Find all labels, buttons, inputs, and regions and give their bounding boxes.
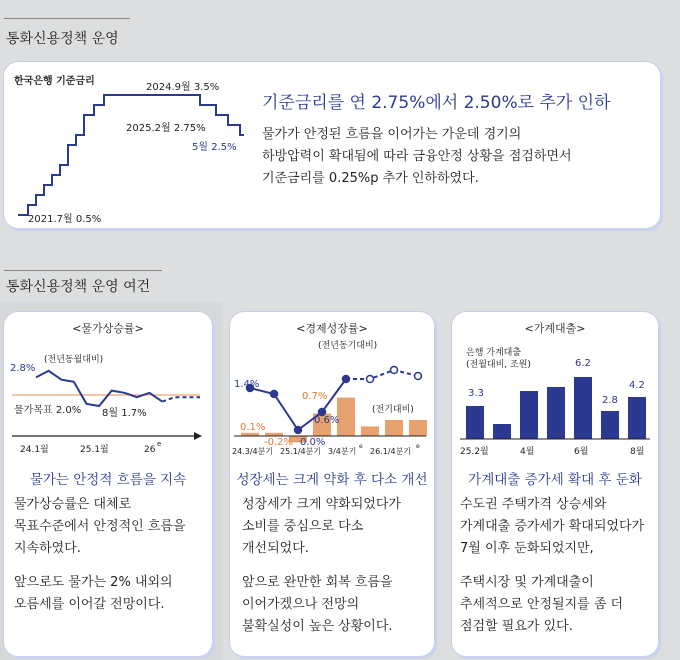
inflation-last-label: 8월 1.7%: [102, 408, 147, 419]
household-bar: [628, 397, 646, 439]
growth-v1: 1.4%: [234, 379, 260, 390]
growth-card: [230, 312, 434, 656]
inflation-body-line: 지속하였다.: [14, 541, 81, 556]
policy-body-line: 기준금리를 0.25%p 추가 인하하였다.: [262, 171, 479, 186]
household-sub2: (전월대비, 조원): [466, 360, 531, 370]
household-bar: [601, 411, 619, 439]
inflation-body-line: 목표수준에서 안정적인 흐름을: [14, 519, 186, 534]
inflation-body-line: 물가상승률은 대체로: [14, 497, 132, 512]
growth-body-line: 소비를 중심으로 다소: [242, 519, 364, 534]
inflation-body-line: 오름세를 이어갈 전망이다.: [14, 597, 165, 612]
inflation-chart: [4, 312, 212, 462]
growth-qoq-label: (전기대비): [372, 405, 414, 415]
label-cut1: 2025.2월 2.75%: [126, 123, 206, 134]
policy-body: [262, 124, 572, 190]
household-bar: [547, 387, 565, 439]
growth-v3: -0.2%: [264, 437, 294, 448]
growth-bar: [409, 420, 427, 436]
growth-v2: 0.1%: [240, 422, 266, 433]
inflation-body-gap: [14, 560, 186, 572]
household-headline: 가계대출 증가세 확대 후 둔화: [468, 472, 642, 488]
growth-point: [295, 427, 302, 434]
growth-v4: 0.0%: [300, 437, 326, 448]
policy-rate-chart: [4, 62, 244, 228]
policy-body-line: 물가가 안정된 흐름을 이어가는 가운데 경기의: [262, 127, 522, 142]
policy-rate-chart-title: 한국은행 기준금리: [14, 76, 95, 87]
growth-body-gap: [242, 560, 401, 572]
inflation-headline: 물가는 안정적 흐름을 지속: [29, 472, 187, 488]
growth-body: [242, 494, 401, 638]
household-body-gap: [460, 560, 644, 572]
growth-body-line: 성장세가 크게 약화되었다가: [242, 497, 401, 512]
household-card: [452, 312, 658, 656]
growth-xtick-super: e: [359, 443, 363, 450]
inflation-title: <물가상승률>: [72, 322, 144, 335]
household-bar: [574, 377, 592, 439]
household-bar: [520, 391, 538, 439]
household-body-line: 7월 이후 둔화되었지만,: [460, 541, 594, 556]
section-title-conditions: 통화신용정책 운영 여건: [6, 279, 151, 295]
inflation-yoy-label: (전년동월대비): [44, 355, 104, 365]
household-v8: 4.2: [629, 380, 645, 391]
household-v6: 6.2: [575, 358, 591, 369]
growth-headline: 성장세는 크게 약화 후 다소 개선: [236, 472, 428, 488]
growth-v5: 0.7%: [302, 391, 328, 402]
household-xtick: 6월: [574, 447, 589, 457]
inflation-body-line: 앞으로도 물가는 2% 내외의: [14, 575, 173, 590]
growth-point: [391, 367, 398, 374]
growth-title: <경제성장률>: [296, 322, 368, 335]
growth-yoy-projection: [346, 370, 418, 379]
inflation-body: [14, 494, 186, 616]
household-v1: 3.3: [468, 388, 484, 399]
household-body-line: 추세적으로 안정될지를 좀 더: [460, 597, 624, 612]
section-rule-mid: [4, 270, 162, 271]
growth-bar: [337, 398, 355, 436]
household-body-line: 가계대출 증가세가 확대되었다가: [460, 519, 645, 534]
household-body-line: 주택시장 및 가계대출이: [460, 575, 594, 590]
inflation-xtick-super: e: [157, 440, 162, 448]
inflation-start-label: 2.8%: [10, 363, 36, 374]
household-bars: [466, 377, 646, 439]
inflation-axis-arrow-icon: [194, 432, 202, 440]
inflation-actual-line: [36, 371, 162, 406]
label-cut2: 5월 2.5%: [192, 142, 237, 153]
growth-point: [367, 376, 374, 383]
inflation-xtick: 24.1월: [20, 445, 49, 455]
household-body: [460, 494, 644, 638]
growth-body-line: 개선되었다.: [242, 541, 309, 556]
household-body-line: 수도권 주택가격 상승세와: [460, 497, 607, 512]
growth-body-line: 불확실성이 높은 상황이다.: [242, 619, 393, 634]
household-body-line: 점검할 필요가 있다.: [460, 619, 573, 634]
growth-yoy-label: (전년동기대비): [318, 341, 378, 351]
policy-rate-card: [4, 62, 660, 228]
household-bar: [466, 406, 484, 439]
growth-v6: 0.6%: [314, 415, 340, 426]
policy-rate-line: [18, 95, 244, 215]
growth-point: [271, 391, 278, 398]
growth-bar: [385, 420, 403, 436]
inflation-projection-line: [162, 397, 200, 401]
growth-xtick: 25.1/4분기: [280, 447, 322, 456]
household-bar: [493, 424, 511, 439]
growth-bar: [361, 426, 379, 436]
inflation-xtick: 25.1월: [80, 445, 109, 455]
section-rule-top: [4, 18, 130, 19]
growth-body-line: 앞으로 완만한 회복 흐름을: [242, 575, 393, 590]
growth-chart: [230, 312, 434, 462]
growth-body-line: 이어가겠으나 전망의: [242, 597, 360, 612]
policy-body-line: 하방압력이 확대됨에 따라 금융안정 상황을 점검하면서: [262, 149, 572, 164]
label-start: 2021.7월 0.5%: [28, 214, 102, 225]
household-xtick: 8월: [630, 447, 645, 457]
growth-point: [343, 376, 350, 383]
growth-xtick: 24.3/4분기: [232, 447, 274, 456]
growth-xtick: 26.1/4분기: [370, 447, 412, 456]
policy-headline: 기준금리를 연 2.75%에서 2.50%로 추가 인하: [262, 93, 611, 113]
household-chart: [452, 312, 658, 462]
inflation-target-label: 물가목표 2.0%: [14, 405, 82, 416]
household-xtick: 25.2월: [460, 447, 489, 457]
section-title-policy: 통화신용정책 운영: [6, 31, 119, 47]
household-title: <가계대출>: [524, 322, 586, 335]
inflation-card: [4, 312, 212, 656]
household-v7: 2.8: [602, 395, 618, 406]
household-sub1: 은행 가계대출: [466, 348, 522, 358]
inflation-xtick: 26: [144, 445, 156, 455]
growth-point: [415, 373, 422, 380]
label-peak: 2024.9월 3.5%: [146, 82, 220, 93]
growth-xtick-super: e: [416, 443, 420, 450]
household-xtick: 4월: [520, 447, 535, 457]
growth-xtick: 3/4분기: [328, 447, 357, 456]
